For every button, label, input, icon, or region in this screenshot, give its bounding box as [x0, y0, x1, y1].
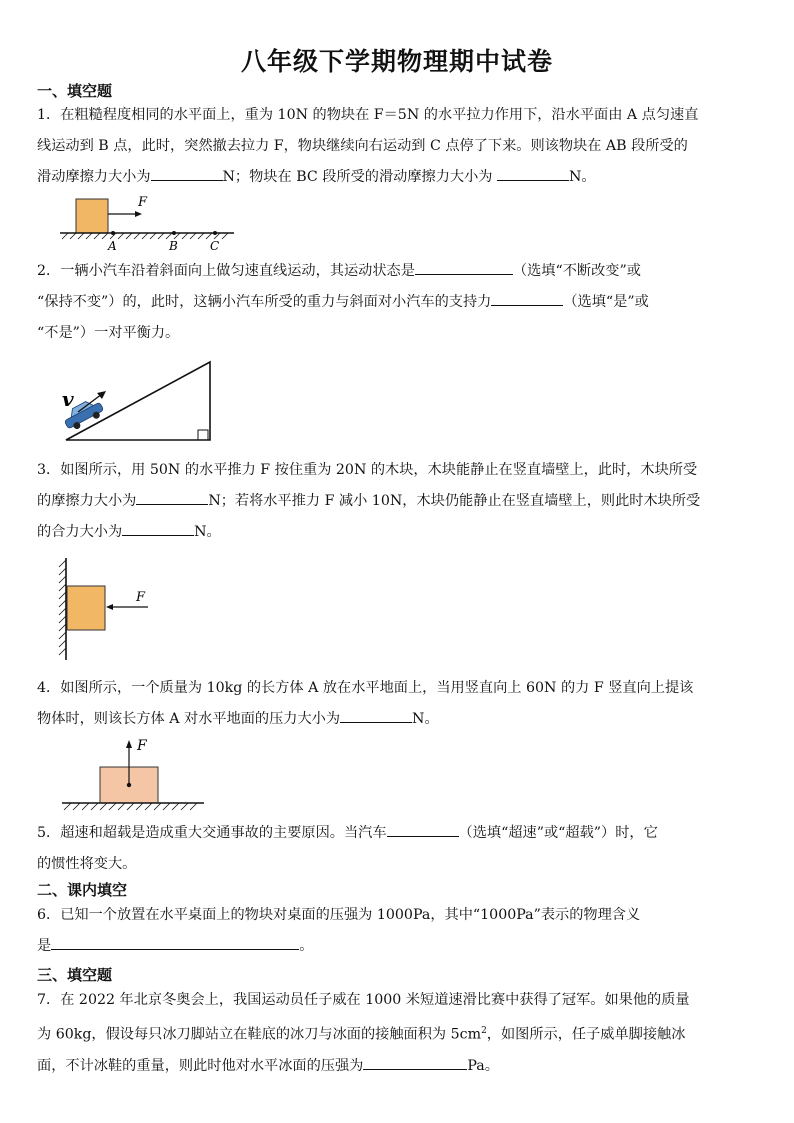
ground-hatch: [62, 233, 228, 239]
q1-line2: 线运动到 B 点，此时，突然撤去拉力 F，物块继续向右运动到 C 点停了下来。则该物块在 AB 段所受的: [37, 138, 688, 154]
q4-line1: 4．如图所示，一个质量为 10kg 的长方体 A 放在水平地面上，当用竖直向上 60N 的力 F 竖直向上提该: [37, 680, 694, 696]
question-3: [37, 455, 759, 548]
q3-figure: [56, 556, 166, 662]
q6-line1: 6．已知一个放置在水平桌面上的物块对桌面的压强为 1000Pa，其中“1000Pa”表示的物理含义: [37, 907, 641, 923]
q5-line2: 的惯性将变大。: [37, 856, 137, 872]
q5-line1: 5．超速和超载是造成重大交通事故的主要原因。当汽车 （选填“超速”或“超载”）时，它: [37, 818, 759, 849]
question-4: [37, 673, 759, 735]
q1-line1: 1．在粗糙程度相同的水平面上，重为 10N 的物块在 F＝5N 的水平拉力作用下，沿水平面由 A 点匀速直: [37, 107, 699, 123]
q2-figure: [58, 358, 218, 446]
q4-line2: 物体时，则该长方体 A 对水平地面的压力大小为 N。: [37, 704, 759, 735]
answer-blank[interactable]: [151, 164, 223, 181]
q3-line3: 的合力大小为 N。: [37, 517, 759, 548]
answer-blank[interactable]: [51, 933, 299, 950]
wall-hatch: [59, 560, 66, 655]
force-label: F: [138, 195, 148, 210]
q1-line3: 滑动摩擦力大小为 N；物块在 BC 段所受的滑动摩擦力大小为 N。: [37, 162, 759, 193]
question-6: [37, 900, 759, 962]
wood-block: [67, 586, 105, 630]
label-b: B: [169, 239, 178, 253]
page-title: 八年级下学期物理期中试卷: [240, 47, 553, 76]
label-c: C: [210, 239, 220, 253]
answer-blank[interactable]: [497, 164, 569, 181]
question-1: [37, 100, 759, 193]
q7-line2: 为 60kg，假设每只冰刀脚站立在鞋底的冰刀与冰面的接触面积为 $5cm^2$，如图所示，任子威单脚接触冰: [37, 1026, 686, 1043]
velocity-label: v: [62, 387, 74, 411]
ground-hatch: [64, 803, 197, 810]
right-angle-mark: [198, 430, 208, 440]
q7-line3: 面，不计冰鞋的重量，则此时他对水平冰面的压强为 Pa。: [37, 1051, 759, 1082]
block: [76, 199, 108, 233]
q3-line1: 3．如图所示，用 50N 的水平推力 F 按住重为 20N 的木块，木块能静止在竖直墙壁上，此时，木块所受: [37, 462, 698, 478]
section-heading-1: 一、填空题: [37, 82, 113, 100]
q7-line1: 7．在 2022 年北京冬奥会上，我国运动员任子威在 1000 米短道速滑比赛中获得了冠军。如果他的质量: [37, 992, 690, 1008]
answer-blank[interactable]: [363, 1053, 467, 1070]
q3-line2: 的摩擦力大小为 N；若将水平推力 F 减小 10N，木块仍能静止在竖直墙壁上，则此时木块所受: [37, 486, 759, 517]
q1-figure: [58, 192, 248, 254]
force-label: F: [136, 590, 146, 605]
section-heading-2: 二、课内填空: [37, 881, 128, 899]
q6-line2: 是 。: [37, 931, 759, 962]
answer-blank[interactable]: [340, 706, 412, 723]
section-heading-3: 三、填空题: [37, 966, 113, 984]
question-5: [37, 818, 759, 880]
answer-blank[interactable]: [387, 820, 459, 837]
point-b: [172, 231, 176, 235]
force-label: F: [137, 738, 147, 754]
answer-blank[interactable]: [491, 289, 563, 306]
answer-blank[interactable]: [122, 519, 194, 536]
q4-figure: [58, 736, 208, 814]
q2-line1: 2．一辆小汽车沿着斜面向上做匀速直线运动，其运动状态是 （选填“不断改变”或: [37, 256, 759, 287]
point-c: [213, 231, 217, 235]
point-a: [111, 231, 115, 235]
incline: [66, 362, 210, 440]
question-7: [37, 985, 759, 1082]
label-a: A: [108, 239, 117, 253]
q2-line3: “不是”）一对平衡力。: [37, 325, 180, 341]
answer-blank[interactable]: [136, 488, 208, 505]
answer-blank[interactable]: [415, 258, 513, 275]
q2-line2: “保持不变”）的，此时，这辆小汽车所受的重力与斜面对小汽车的支持力 （选填“是”或: [37, 287, 759, 318]
question-2: [37, 256, 759, 349]
